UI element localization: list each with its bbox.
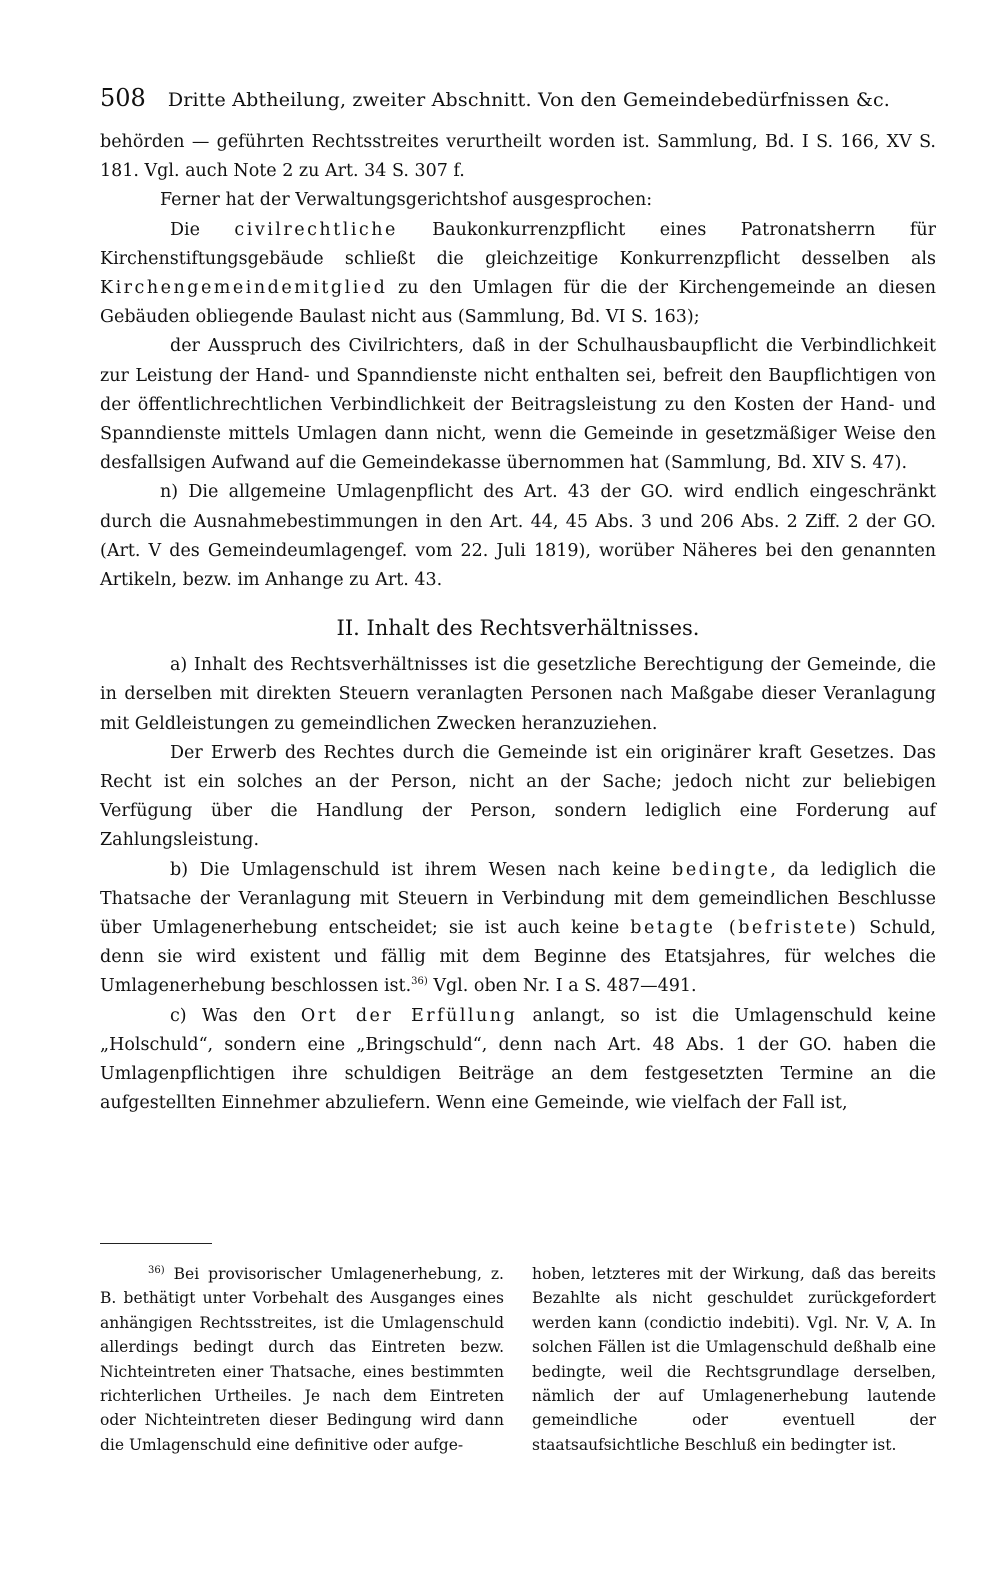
- paragraph-intro: Ferner hat der Verwaltungsgerichtshof ausgesprochen:: [160, 190, 653, 211]
- section-heading: II. Inhalt des Rechtsverhältnisses.: [336, 616, 700, 641]
- emphasis-bedingte: bedingte: [672, 859, 771, 880]
- emphasis-kirchengemeindemitglied: Kirchengemeindemitglied: [100, 278, 388, 299]
- paragraph-n: n) Die allgemeine Umlagenpflicht des Art. 43 der GO. wird endlich eingeschränkt durch die Ausnahmebestimmungen in den Art. 44, 45 Abs. 3 und 206 Abs. 2 Ziff. 2 der GO. (Art. V des Gemeindeumlagengef. vom 22. Juli 1819), worüber Näheres bei den genannten Artikeln, bezw. im Anhange zu Art. 43.: [100, 482, 936, 591]
- running-head: Dritte Abtheilung, zweiter Abschnitt. Von den Gemeindebedürfnissen &c.: [167, 89, 891, 111]
- footnote-36: $^{36)}$ Bei provisorischer Umlagenerhebung, z. B. bethätigt unter Vorbehalt des Ausganges eines anhängigen Rechtsstreites, ist die Umlagenschuld allerdings bedingt durch das Eintreten bezw. Nichteintreten einer Thatsache, eines bestimmten richterlichen Urtheiles. Je nach dem Eintreten oder Nichteintreten dieser Bedingung wird dann die Umlagenschuld eine definitive oder aufge-: [100, 1264, 504, 1454]
- paragraph-c: c) Was den Ort der Erfüllung anlangt, so ist die Umlagenschuld keine „Holschuld“, sondern eine „Bringschuld“, denn nach Art. 48 Abs. 1 der GO. haben die Umlagenpflichtigen ihre schuldigen Beiträge an dem festgesetzten Termine an die aufgestellten Einnehmer abzuliefern. Wenn eine Gemeinde, wie vielfach der Fall ist,: [100, 1005, 936, 1114]
- paragraph-erwerb: Der Erwerb des Rechtes durch die Gemeinde ist ein originärer kraft Gesetzes. Das Recht ist ein solches an der Person, nicht an der Sache; jedoch nicht zur beliebigen Verfügung über die Handlung der Person, sondern lediglich eine Forderung auf Zahlungsleistung.: [100, 742, 936, 851]
- footnote-ref[interactable]: 36): [411, 976, 428, 988]
- paragraph-continuation: behörden — geführten Rechtsstreites verurtheilt worden ist. Sammlung, Bd. I S. 166, XV S. 181. Vgl. auch Note 2 zu Art. 34 S. 307 f.: [100, 132, 936, 182]
- footnote-36-continued: hoben, letzteres mit der Wirkung, daß das bereits Bezahlte als nicht geschuldet zurückgefordert werden kann (condictio indebiti). Vgl. Nr. V, A. In solchen Fällen ist die Umlagenschuld deßhalb eine bedingte, weil die Rechtsgrundlage derselben, nämlich der auf Umlagenerhebung lautende gemeindliche oder eventuell der staatsaufsichtliche Beschluß ein bedingter ist.: [532, 1265, 936, 1454]
- footnote-rule: [100, 1243, 212, 1244]
- main-text: [100, 128, 936, 1119]
- footnotes: [100, 1262, 936, 1457]
- paragraph-b: b) Die Umlagenschuld ist ihrem Wesen nach keine bedingte, da lediglich die Thatsache der Veranlagung mit Steuern in Verbindung mit dem gemeindlichen Beschlusse über Umlagenerhebung entscheidet; sie ist auch keine betagte (befristete) Schuld, denn sie wird existent und fällig mit dem Beginne des Etatsjahres, für welches die Umlagenerhebung beschlossen ist.$^{36)}$ Vgl. oben Nr. I a S. 487—491.: [100, 859, 936, 997]
- emphasis-ort-der-erfuellung: Ort der Erfüllung: [300, 1005, 518, 1026]
- page: [100, 84, 936, 1119]
- paragraph-ruling-1: Die civilrechtliche Baukonkurrenzpflicht eines Patronatsherrn für Kirchenstiftungsgebäude schließt die gleichzeitige Konkurrenzpflicht desselben als Kirchengemeindemitglied zu den Umlagen für die der Kirchengemeinde an diesen Gebäuden obliegende Baulast nicht aus (Sammlung, Bd. VI S. 163);: [100, 219, 936, 328]
- page-number: 508: [100, 84, 146, 112]
- emphasis-civilrechtliche: civilrechtliche: [234, 219, 398, 240]
- paragraph-ruling-2: der Ausspruch des Civilrichters, daß in der Schulhausbaupflicht die Verbindlichkeit zur Leistung der Hand- und Spanndienste nicht enthalten sei, befreit den Baupflichtigen von der öffentlichrechtlichen Verbindlichkeit der Beitragsleistung zu den Kosten der Hand- und Spanndienste mittels Umlagen dann nicht, wenn die Gemeinde in gesetzmäßiger Weise den desfallsigen Aufwand auf die Gemeindekasse übernommen hat (Sammlung, Bd. XIV S. 47).: [100, 336, 936, 474]
- running-header: [100, 84, 936, 128]
- footnote-column-right: [532, 1262, 936, 1457]
- emphasis-betagte: betagte (befristete): [630, 918, 859, 939]
- footnote-column-left: [100, 1262, 504, 1457]
- footnote-marker: 36): [148, 1264, 165, 1276]
- paragraph-a: a) Inhalt des Rechtsverhältnisses ist die gesetzliche Berechtigung der Gemeinde, die in derselben mit direkten Steuern veranlagten Personen nach Maßgabe dieser Veranlagung mit Geldleistungen zu gemeindlichen Zwecken heranzuziehen.: [100, 655, 936, 734]
